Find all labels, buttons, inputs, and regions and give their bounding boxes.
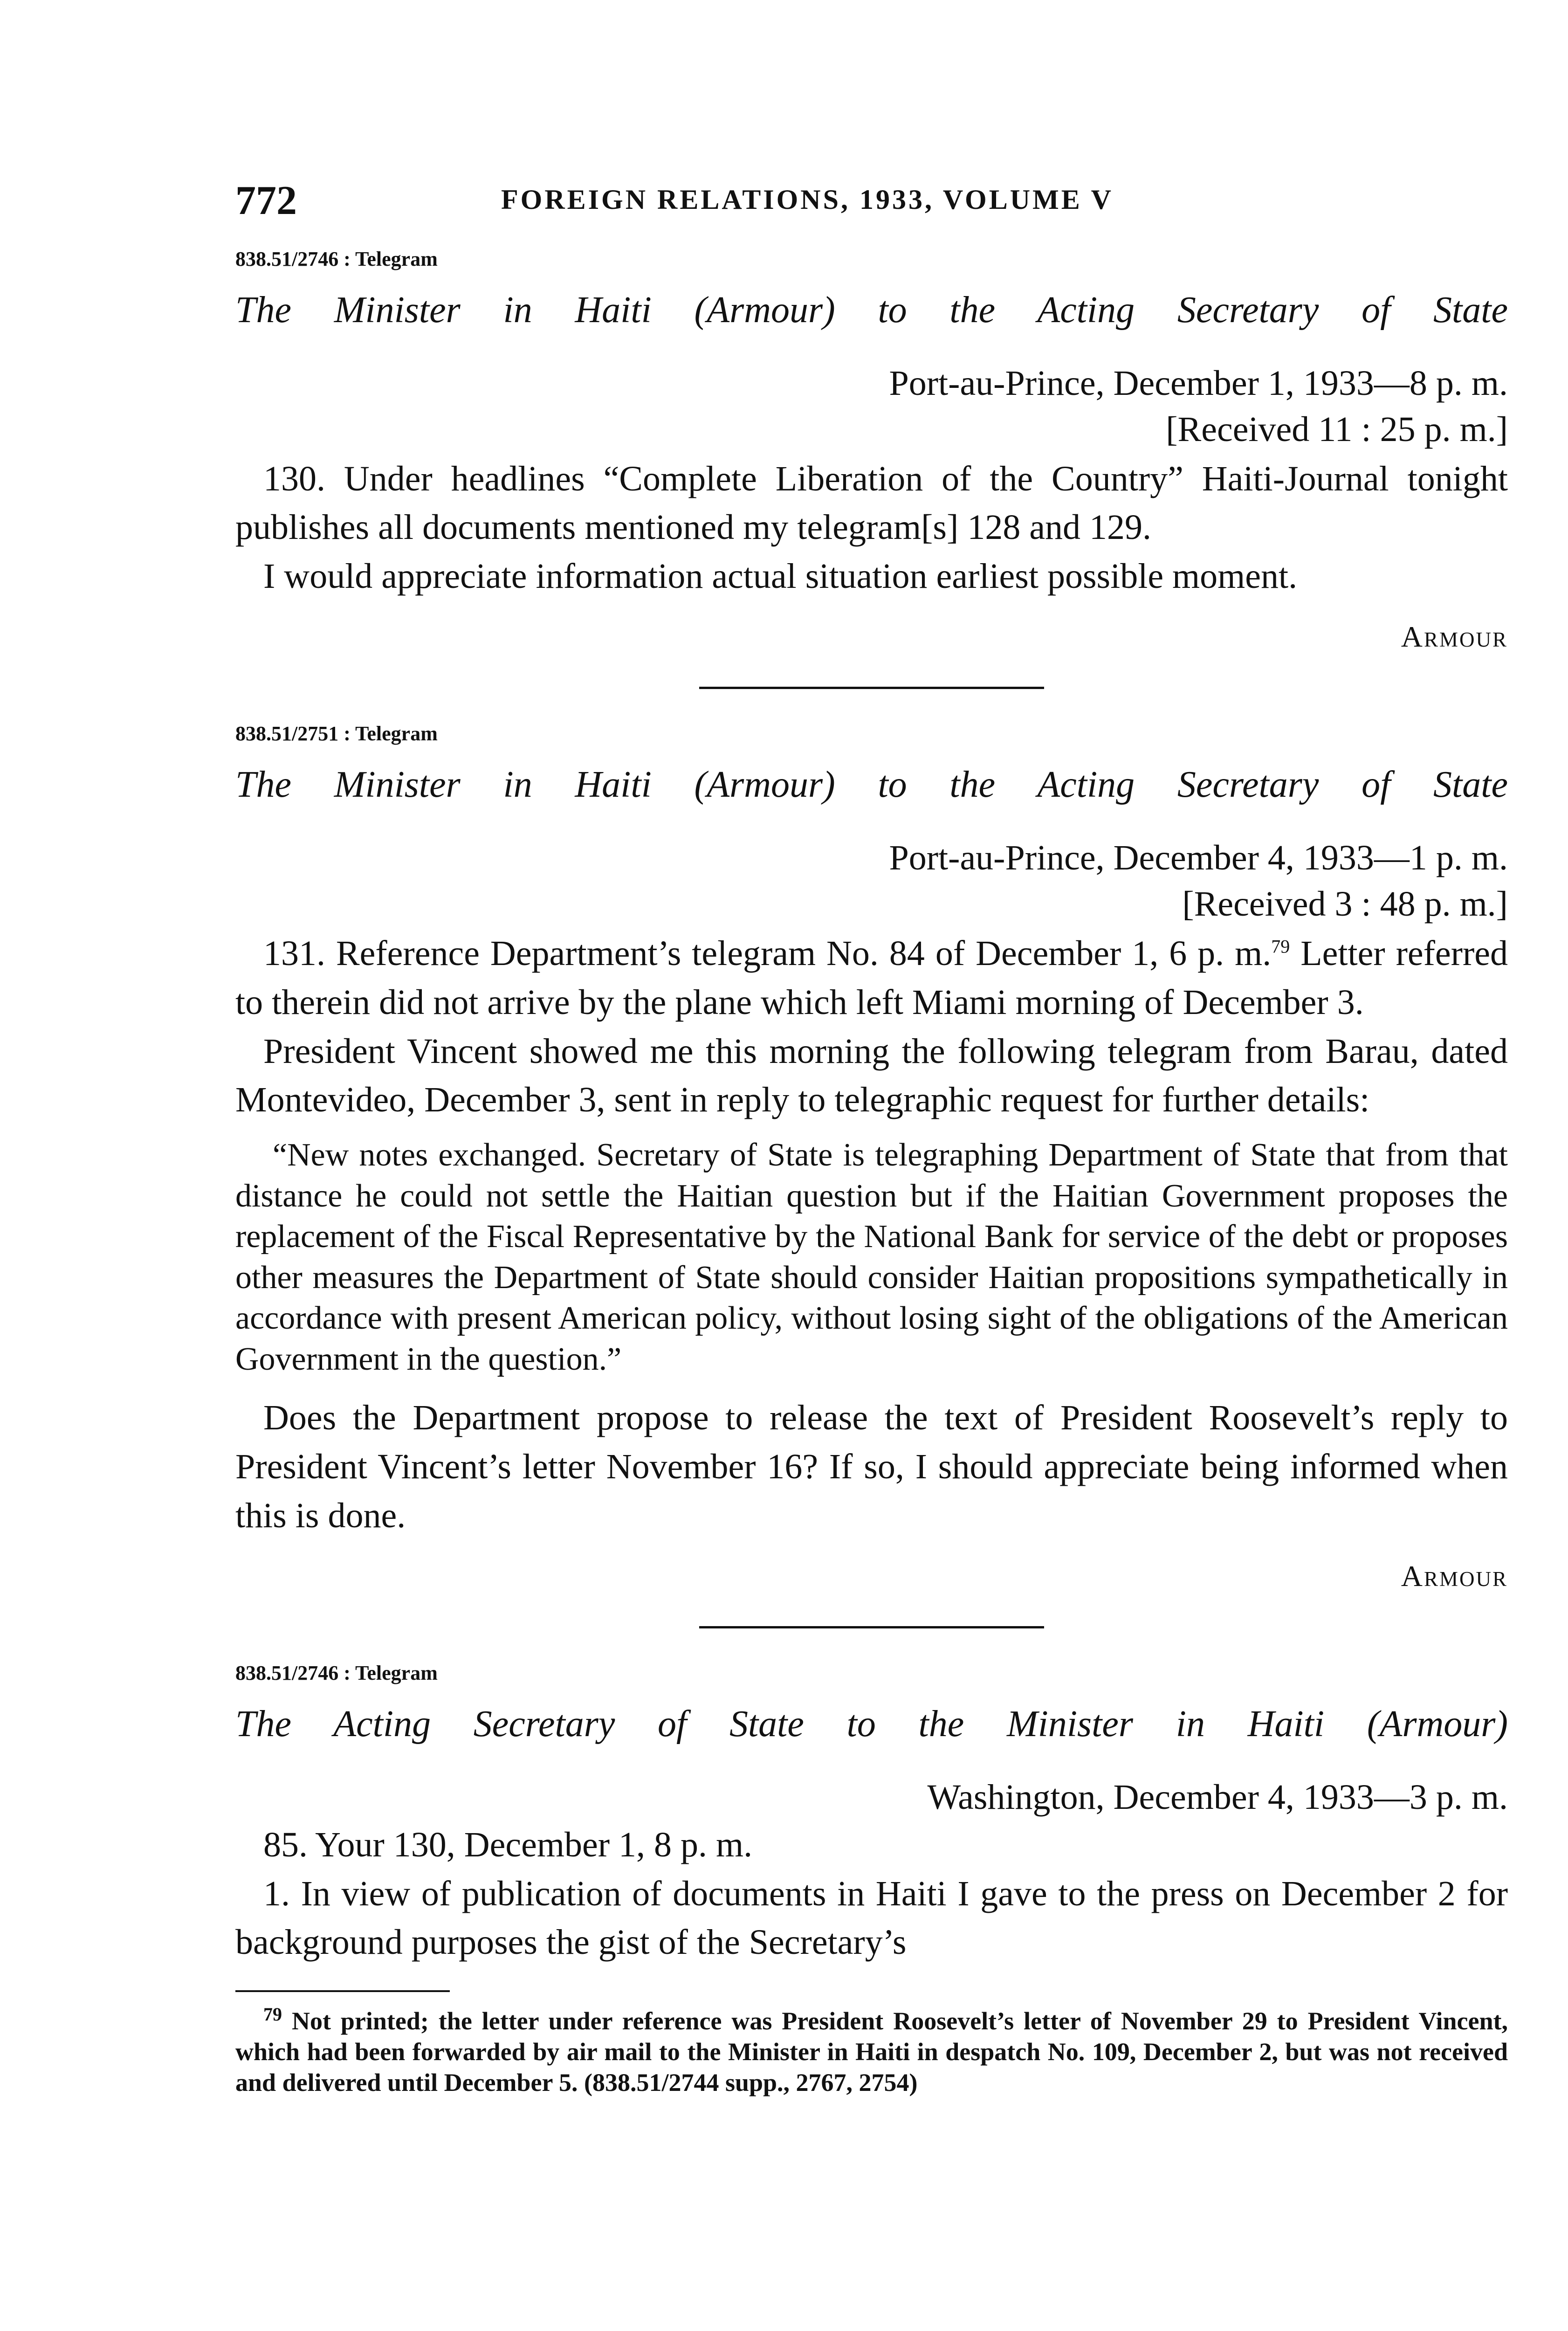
body-paragraph: 130. Under headlines “Complete Liberation of the Country” Haiti-Journal tonight publishes all documents mentioned my telegram[s] 128 and 129. (235, 459, 1508, 547)
dateline: Port-au-Prince, December 4, 1933—1 p. m. (889, 838, 1508, 878)
dateline: Washington, December 4, 1933—3 p. m. (927, 1777, 1508, 1817)
dateline: Port-au-Prince, December 1, 1933—8 p. m. (889, 364, 1508, 403)
received-time: [Received 11 : 25 p. m.] (1166, 409, 1508, 449)
section-divider (699, 1626, 1044, 1628)
footnote-number: 79 (263, 2004, 282, 2025)
telegram-heading: The Acting Secretary of State to the Minister in Haiti (Armour) (235, 1703, 1508, 1745)
body-paragraph: I would appreciate information actual situation earliest possible moment. (263, 557, 1298, 596)
signature: Armour (1401, 620, 1508, 654)
footnote (235, 2006, 1508, 2098)
file-reference: 838.51/2751 : Telegram (235, 722, 438, 745)
body-paragraph (235, 929, 1508, 1027)
body-paragraph: Does the Department propose to release the text of President Roosevelt’s reply to President Vincent’s letter November 16? If so, I should appreciate being informed when this is done. (235, 1398, 1508, 1536)
footnote-marker: 79 (1271, 936, 1290, 957)
telegram-heading: The Minister in Haiti (Armour) to the Acting Secretary of State (235, 764, 1508, 806)
paragraph-text: Letter referred to therein did not arrive by the plane which left Miami morning of December 3. (235, 933, 1508, 1022)
received-time: [Received 3 : 48 p. m.] (1182, 884, 1508, 924)
running-header (235, 177, 1508, 228)
file-reference: 838.51/2746 : Telegram (235, 1661, 438, 1684)
document-page (235, 177, 1508, 2098)
paragraph-text: 131. Reference Department’s telegram No. 84 of December 1, 6 p. m. (263, 933, 1272, 973)
section-divider (699, 687, 1044, 689)
running-title: FOREIGN RELATIONS, 1933, VOLUME V (501, 184, 1114, 215)
body-paragraph: 85. Your 130, December 1, 8 p. m. (263, 1825, 753, 1864)
telegram-entry (235, 1661, 1508, 1967)
telegram-entry (235, 247, 1508, 654)
footnote-text: Not printed; the letter under reference was President Roosevelt’s letter of November 29 to President Vincent, which had been forwarded by air mail to the Minister in Haiti in despatch No. 109, December 2, but was not received and delivered until December 5. (838.51/2744 supp., 2767, 2754) (235, 2007, 1508, 2097)
page-number: 772 (235, 178, 297, 223)
file-reference: 838.51/2746 : Telegram (235, 248, 438, 270)
quoted-telegram: “New notes exchanged. Secretary of State is telegraphing Department of State that from that distance he could not settle the Haitian question but if the Haitian Government proposes the replacement of the Fiscal Representative by the National Bank for service of the debt or proposes other measures the Department of State should consider Haitian propositions sympathetically in accordance with present American policy, without losing sight of the obligations of the American Government in the question.” (235, 1137, 1508, 1377)
footnote-divider (235, 1990, 450, 1992)
body-paragraph: President Vincent showed me this morning the following telegram from Barau, dated Montevideo, December 3, sent in reply to telegraphic request for further details: (235, 1031, 1508, 1120)
signature: Armour (1401, 1559, 1508, 1593)
telegram-entry (235, 722, 1508, 1593)
body-paragraph: 1. In view of publication of documents in Haiti I gave to the press on December 2 for background purposes the gist of the Secretary’s (235, 1874, 1508, 1962)
telegram-heading: The Minister in Haiti (Armour) to the Acting Secretary of State (235, 290, 1508, 331)
